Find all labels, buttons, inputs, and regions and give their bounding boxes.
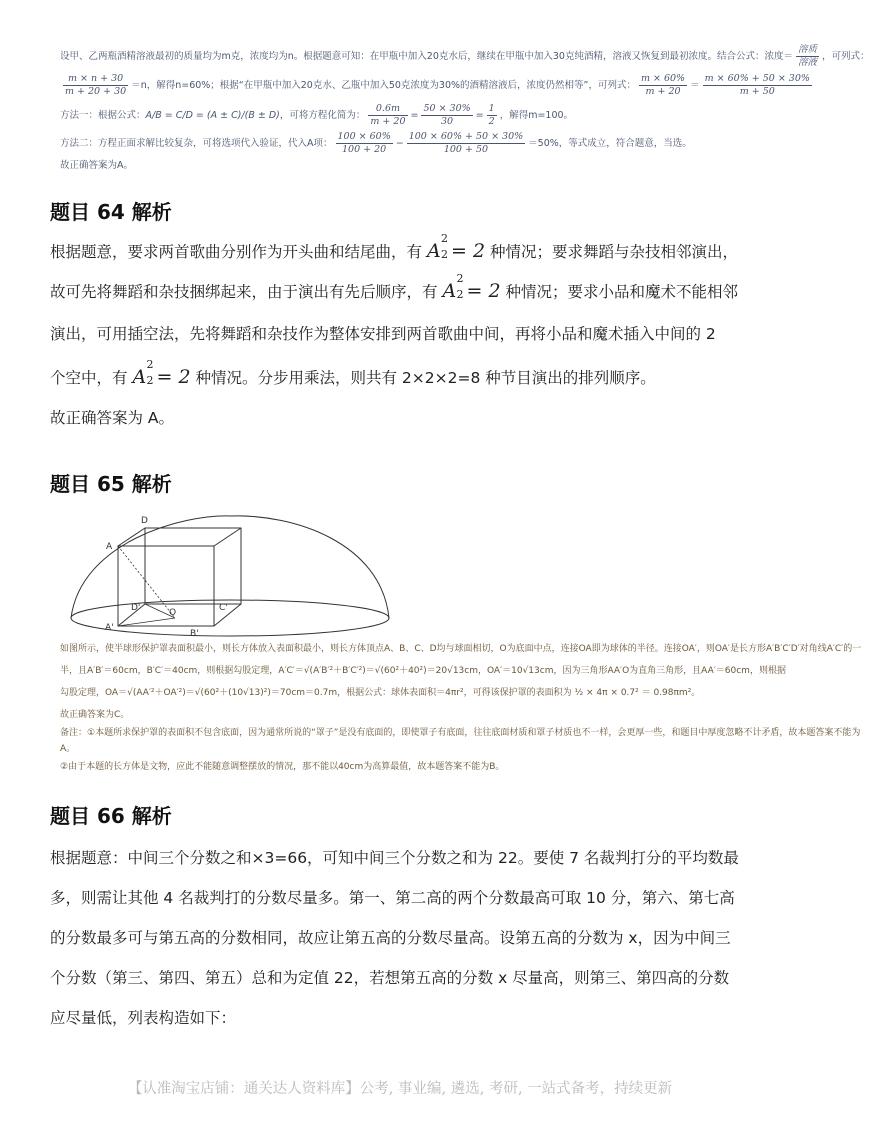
scan-line-3: 方法一：根据公式：A/B = C/D = (A ± C)/(B ± D)，可将方程化简为： $\frac{0.6m}{m + 20}$ = $\frac{50 \times 30\%}{30}$ = $\frac{1}{2}$ ，解得m=100。 <box>60 103 574 127</box>
fig-label-a-prime: A' <box>105 623 114 633</box>
q65-line-1: 如图所示，使半球形保护罩表面积最小，则长方体放入表面积最小，则长方体顶点A、B、C、D均与球面相切，O为底面中点，连接OA即为球体的半径。连接OA′，则OA′是长方形A′B′C′D′对角线A′C′的一 <box>60 644 862 654</box>
q66-title: 题目 66 解析 <box>50 804 172 828</box>
q64-line-5: 故正确答案为 A。 <box>50 409 175 427</box>
page-footer: 【认准淘宝店铺：通关达人资料库】公考, 事业编, 遴选, 考研, 一站式备考，持续更新 <box>127 1081 673 1097</box>
q65-line-4: 故正确答案为C。 <box>60 710 130 720</box>
q66-line-3: 的分数最多可与第五高的分数相同，故应让第五高的分数尽量高。设第五高的分数为 x，因为中间三 <box>50 929 731 947</box>
cuboid-back <box>145 528 241 604</box>
q65-note-1: 备注：①本题所求保护罩的表面积不包含底面，因为通常所说的“罩子”是没有底面的，即使罩子有底面，往往底面材质和罩子材质也不一样，会更厚一些，和题目中厚度忽略不计矛盾，故本题答案不能为 <box>60 728 861 738</box>
fig-label-d: D <box>141 516 148 526</box>
q64-line-2: 故可先将舞蹈和杂技捆绑起来，由于演出有先后顺序，有 A 2 2 = 2 种情况；要求小品和魔术不能相邻 <box>50 272 739 302</box>
q65-title: 题目 65 解析 <box>50 472 172 496</box>
fraction: $\frac{1}{2}$ <box>488 103 495 127</box>
permutation-formula: A 2 2 = 2 <box>426 232 486 262</box>
fraction: $\frac{m \times 60\%}{m + 20}$ <box>640 73 686 97</box>
q66-line-1: 根据题意：中间三个分数之和×3=66，可知中间三个分数之和为 22。要使 7 名裁判打分的平均数最 <box>50 849 739 867</box>
fraction: $\frac{\text{溶质}}{\text{溶液}}$ <box>797 44 817 68</box>
scan-line-4: 方法二：方程正面求解比较复杂，可将选项代入验证，代入A项： $\frac{100 \times 60\%}{100 + 20}$ − $\frac{100 \times 60\% + 50 \times 30\%}{100 + 50}$ ＝50%，等式成立，符合题意，当选。 <box>60 131 692 155</box>
q66-line-5: 应尽量低，列表构造如下： <box>50 1009 237 1027</box>
base-ellipse <box>71 600 389 636</box>
hemisphere-cuboid-figure <box>63 512 393 640</box>
fig-label-o: O <box>169 608 177 618</box>
scan-text: ，可列式： <box>821 50 870 62</box>
fraction: $\frac{m \times n + 30}{m + 20 + 30}$ <box>65 73 127 97</box>
fig-label-a: A <box>106 542 113 552</box>
q65-line-2: 半，且A′B′＝60cm，B′C′＝40cm，则根据勾股定理，A′C′＝√(A′B′²＋B′C′²)＝√(60²＋40²)＝20√13cm，OA′＝10√13cm，因为三角形AA′O为直角三角形，且AA′＝60cm，则根据 <box>60 666 786 676</box>
q64-title: 题目 64 解析 <box>50 200 172 224</box>
scan-line-2: $\frac{m \times n + 30}{m + 20 + 30}$ ＝n，解得n=60%；根据“在甲瓶中加入20克水、乙瓶中加入50克浓度为30%的酒精溶液后，浓度仍然相等”，可列式： $\frac{m \times 60\%}{m + 20}$ ＝ $\frac{m \times 60\% + 50 \times 30\%}{m + 50}$ <box>65 73 810 97</box>
scan-line-1 <box>60 44 870 69</box>
cuboid-edge <box>214 528 241 546</box>
q65-note-2: ②由于本题的长方体是文物，应此不能随意调整摆放的情况，那不能以40cm为高算最值，故本题答案不能为B。 <box>60 762 505 772</box>
hemisphere-arc <box>71 516 389 618</box>
permutation-formula: A 2 2 = 2 <box>442 272 501 302</box>
cuboid-edge <box>118 528 145 546</box>
q66-line-4: 个分数（第三、第四、第五）总和为定值 22，若想第五高的分数 x 尽量高，则第三、第四高的分数 <box>50 969 730 987</box>
fraction: $\frac{100 \times 60\%}{100 + 20}$ <box>337 131 391 155</box>
fig-label-c-prime: C' <box>219 603 228 613</box>
fraction: $\frac{m \times 60\% + 50 \times 30\%}{m + 50}$ <box>704 73 810 97</box>
q64-line-4: 个空中，有 A 2 2 = 2 种情况。分步用乘法，则共有 2×2×2=8 种节目演出的排列顺序。 <box>50 358 656 388</box>
radius-line <box>118 546 175 618</box>
permutation-formula: A 2 2 = 2 <box>132 358 191 388</box>
q65-line-3: 勾股定理，OA＝√(AA′²＋OA′²)＝√(60²＋(10√13)²)＝70cm＝0.7m，根据公式：球体表面积＝4πr²，可得该保护罩的表面积为 ½ × 4π × 0.7² ＝ 0.98πm²。 <box>60 688 701 698</box>
fraction: $\frac{100 \times 60\% + 50 \times 30\%}{100 + 50}$ <box>408 131 524 155</box>
fig-label-b-prime: B' <box>190 629 199 639</box>
fraction: $\frac{50 \times 30\%}{30}$ <box>423 103 471 127</box>
scan-text: 设甲、乙两瓶酒精溶液最初的质量均为m克，浓度均为n。根据题意可知：在甲瓶中加入20克水后，继续在甲瓶中加入30克纯酒精，溶液又恢复到最初浓度。结合公式：浓度＝ <box>60 50 793 62</box>
q65-note-1b: A。 <box>60 744 76 754</box>
q64-line-1: 根据题意，要求两首歌曲分别作为开头曲和结尾曲，有 A 2 2 = 2 种情况；要求舞蹈与杂技相邻演出， <box>50 232 739 262</box>
scan-text: ＝n，解得n=60%；根据“在甲瓶中加入20克水、乙瓶中加入50克浓度为30%的酒精溶液后，浓度仍然相等”，可列式： <box>131 79 636 91</box>
fraction: $\frac{0.6m}{m + 20}$ <box>370 103 406 127</box>
fig-label-d-prime: D' <box>131 603 141 613</box>
q64-line-3: 演出，可用插空法，先将舞蹈和杂技作为整体安排到两首歌曲中间，再将小品和魔术插入中间的 2 <box>50 325 716 343</box>
q66-line-2: 多，则需让其他 4 名裁判打的分数尽量多。第一、第二高的两个分数最高可取 10 分，第六、第七高 <box>50 889 735 907</box>
scan-line-5: 故正确答案为A。 <box>60 160 133 171</box>
